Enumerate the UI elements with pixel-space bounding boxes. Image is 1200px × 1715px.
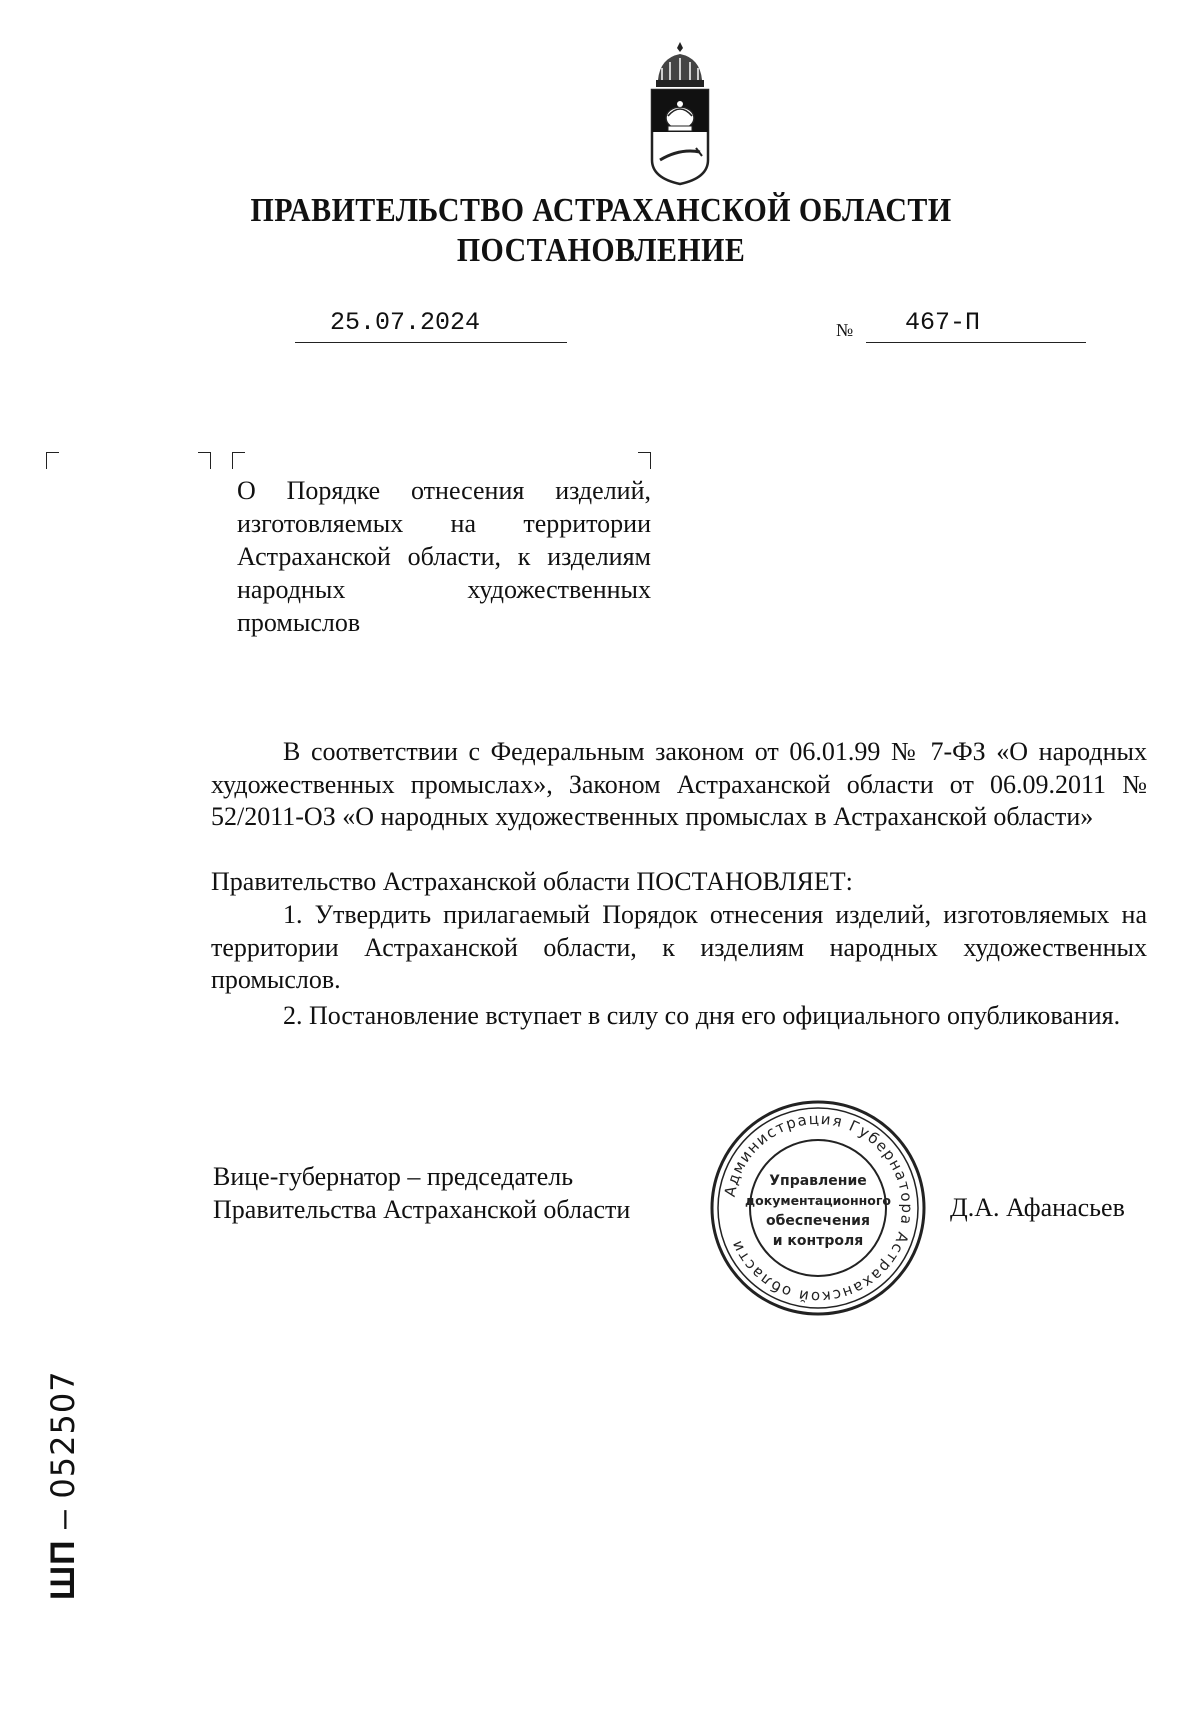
document-number: 467-П: [905, 308, 981, 337]
date-underline: [295, 342, 567, 343]
document-type-title: ПОСТАНОВЛЕНИЕ: [456, 232, 746, 269]
signer-title-line-1: Вице-губернатор – председатель: [213, 1162, 574, 1191]
corner-mark: [198, 452, 211, 469]
signer-name: Д.А. Афанасьев: [950, 1193, 1125, 1222]
serial-series: ШП: [44, 1539, 82, 1600]
decree-item-2: 2. Постановление вступает в силу со дня его официального опубликования.: [283, 1001, 1121, 1030]
corner-mark: [232, 452, 245, 469]
document-subject: О Порядке отнесения изделий, изготовляемых на территории Астраханской области, к изделиям народных художественных промыслов: [237, 476, 651, 637]
signer-title: [213, 1160, 630, 1226]
stamp-inner-line-3: обеспечения: [766, 1213, 870, 1229]
corner-mark: [638, 452, 651, 469]
coat-of-arms-emblem: [640, 40, 720, 190]
official-stamp: [708, 1098, 928, 1318]
serial-separator: –: [44, 1498, 82, 1540]
organization-title: ПРАВИТЕЛЬСТВО АСТРАХАНСКОЙ ОБЛАСТИ: [250, 192, 952, 229]
serial-number: [44, 1370, 83, 1600]
decree-statement: Правительство Астраханской области ПОСТАНОВЛЯЕТ:: [211, 867, 853, 896]
stamp-outer-text: Администрация Губернатора Астраханской области: [720, 1109, 917, 1307]
stamp-inner-line-1: Управление: [769, 1173, 867, 1189]
signer-title-line-2: Правительства Астраханской области: [213, 1195, 631, 1224]
document-date: 25.07.2024: [330, 308, 481, 337]
number-underline: [866, 342, 1086, 343]
stamp-inner-line-2: документационного: [745, 1193, 891, 1208]
serial-digits: 052507: [44, 1370, 82, 1499]
stamp-inner-line-4: и контроля: [772, 1233, 864, 1249]
corner-mark: [46, 452, 59, 469]
preamble-paragraph: В соответствии с Федеральным законом от 06.01.99 № 7-ФЗ «О народных художественных промыслах», Законом Астраханской области от 06.09.2011 № 52/2011-ОЗ «О народных художественных промыслах в Астраханской области»: [211, 737, 1147, 831]
decree-item-1: 1. Утвердить прилагаемый Порядок отнесения изделий, изготовляемых на территории Астраханской области, к изделиям народных художественных промыслов.: [211, 900, 1147, 994]
number-sign: №: [836, 320, 854, 340]
